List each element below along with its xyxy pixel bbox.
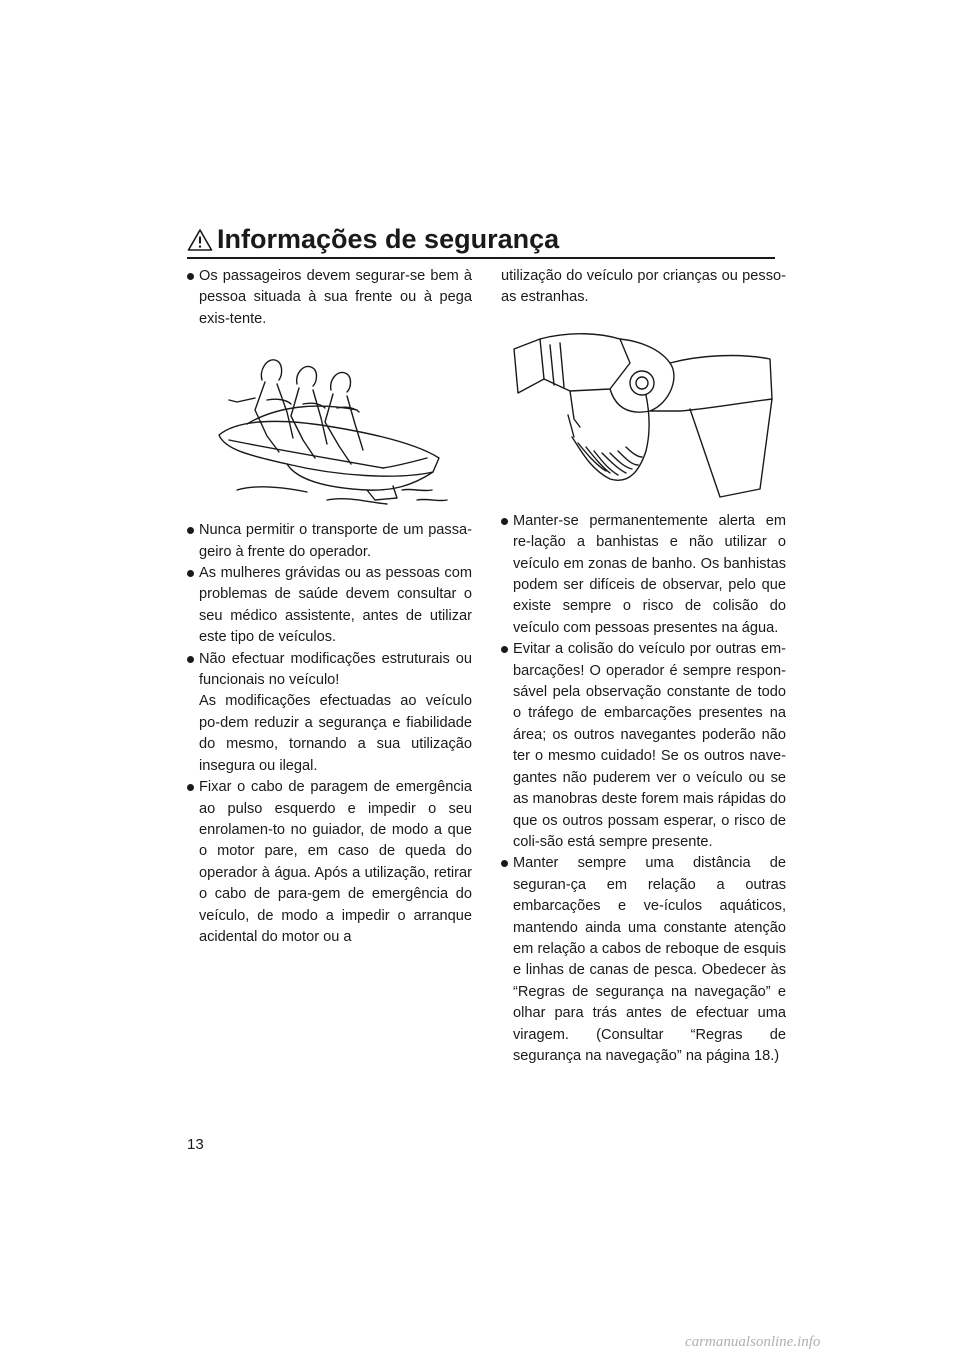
warning-triangle-icon: [187, 228, 213, 252]
list-item: Nunca permitir o transporte de um passa-geiro à frente do operador.: [187, 520, 472, 563]
bullet-icon: [187, 570, 194, 577]
list-item: Manter sempre uma distância de seguran-ça em relação a outras embarcações e ve-ículos aquáticos, mantendo ainda uma constante atenção em relação a cabos de reboque de esquis e linhas de canas de pesca. Obedecer às “Regras de segurança na navegação” e olhar para trás antes de efectuar uma viragem. (Consultar “Regras de segurança na navegação” na página 18.): [501, 853, 786, 1067]
page-title: Informações de segurança: [217, 224, 560, 254]
bullet-icon: [501, 518, 508, 525]
list-item: Manter-se permanentemente alerta em re-lação a banhistas e não utilizar o veículo em zonas de banho. Os banhistas podem ser difíceis de observar, pelo que existe sempre o risco de colisão do veículo com pessoas presentes na água.: [501, 511, 786, 639]
footer-watermark: carmanualsonline.info: [685, 1334, 821, 1350]
list-item: Evitar a colisão do veículo por outras em-barcações! O operador é sempre respon-sável pela observação constante de todo o tráfego de embarcações presentes na área; os outros navegantes poderão não ter o mesmo cuidado! Se os outros nave-gantes não puderem ver o veículo ou se as manobras deste forem mais rápidas do que os outros possam esperar, o risco de coli-são está sempre presente.: [501, 639, 786, 853]
bullet-icon: [187, 527, 194, 534]
emergency-lanyard-wrist-illustration: [510, 319, 778, 501]
jet-ski-passengers-illustration: [207, 340, 452, 510]
list-item: As mulheres grávidas ou as pessoas com problemas de saúde devem consultar o seu médico assistente, antes de utilizar este tipo de veículos.: [187, 563, 472, 649]
page-header: [187, 222, 775, 262]
bullet-icon: [501, 860, 508, 867]
list-item-note: As modificações efectuadas ao veículo po-dem reduzir a segurança e fiabilidade do mesmo, tornando a sua utilização insegura ou ilegal.: [199, 693, 472, 774]
bullet-icon: [187, 784, 194, 791]
bullet-icon: [187, 656, 194, 663]
header-rule: [187, 257, 775, 259]
right-column: [501, 266, 786, 1067]
page-number: 13: [187, 1136, 204, 1153]
bullet-icon: [501, 646, 508, 653]
continued-text: utilização do veículo por crianças ou pesso-as estranhas.: [501, 268, 786, 306]
left-column: [187, 266, 472, 948]
bullet-icon: [187, 273, 194, 280]
list-item: Os passageiros devem segurar-se bem à pessoa situada à sua frente ou à pega exis-tente.: [187, 266, 472, 330]
list-item: Não efectuar modificações estruturais ou funcionais no veículo! As modificações efectuadas ao veículo po-dem reduzir a segurança e fiabilidade do mesmo, tornando a sua utilização insegura ou ilegal.: [187, 649, 472, 777]
list-item: Fixar o cabo de paragem de emergência ao pulso esquerdo e impedir o seu enrolamen-to no guiador, de modo a que o motor pare, em caso de queda do operador à água. Após a utilização, retirar o cabo de para-gem de emergência do veículo, de modo a impedir o arranque acidental do motor ou a: [187, 777, 472, 948]
